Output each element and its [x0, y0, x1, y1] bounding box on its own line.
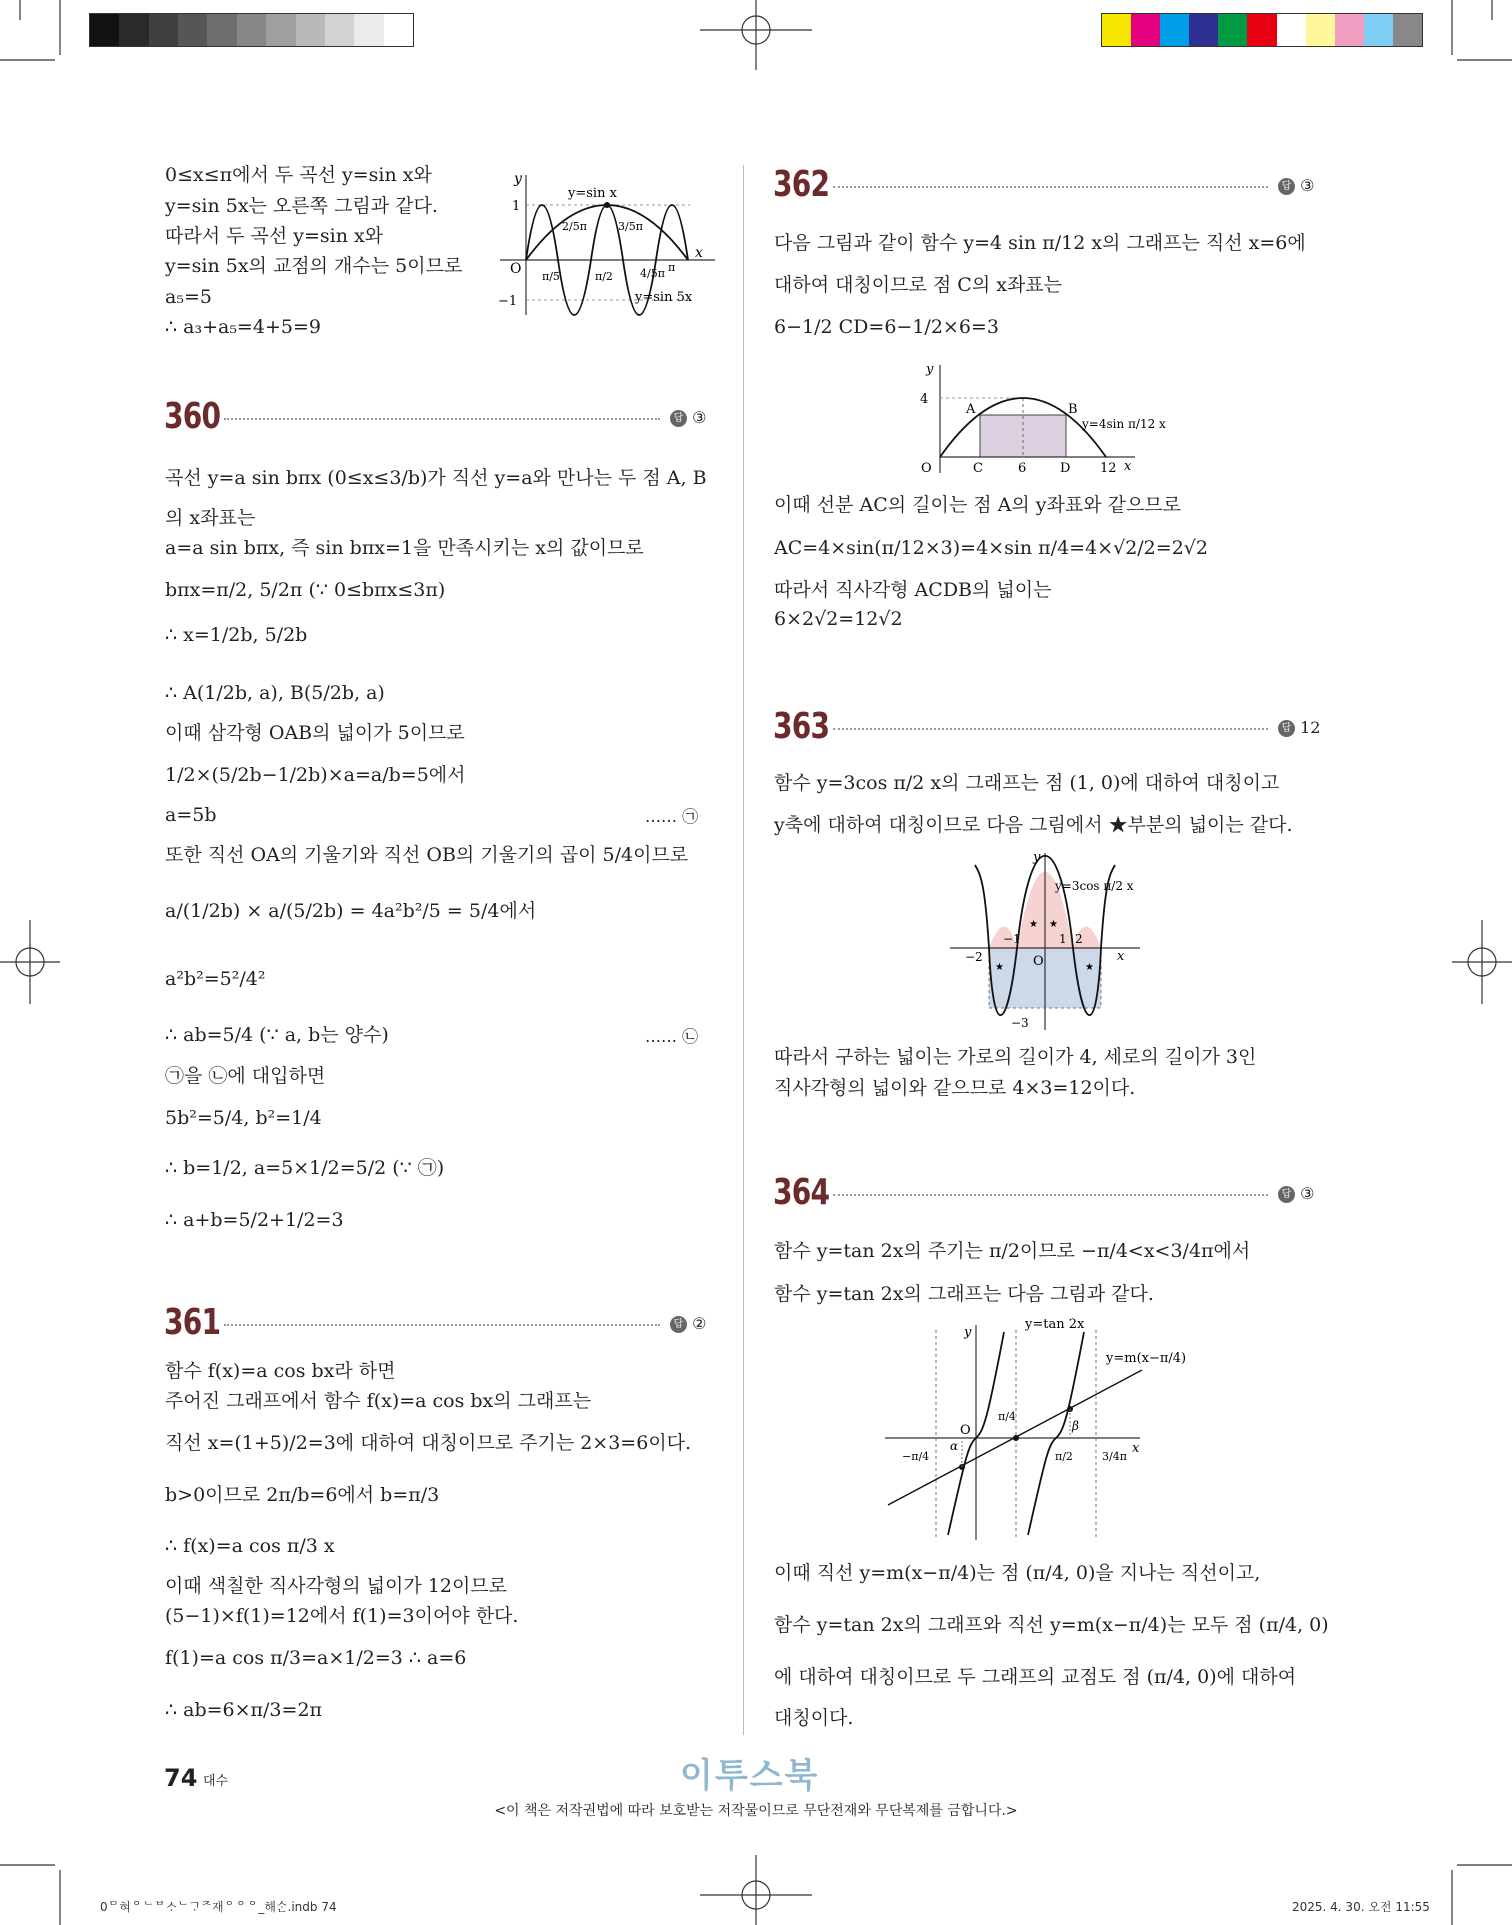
text-line: AC=4×sin(π/12×3)=4×sin π/4=4×√2/2=2√2 [774, 537, 1208, 559]
equation-marker: …… ㉠ [645, 807, 699, 826]
cos-symmetry-graph [945, 845, 1145, 1035]
tick-label: −1 [498, 294, 518, 309]
axis-label: x [1117, 949, 1125, 964]
tick-label: 1 [512, 199, 521, 214]
column-divider [743, 165, 744, 1735]
tick-label: −π/4 [902, 1450, 930, 1463]
text-line: y=sin 5x의 교점의 개수는 5이므로 [165, 255, 463, 277]
tick-label: 3/4π [1102, 1450, 1127, 1463]
text-line: ∴ ab=6×π/3=2π [165, 1699, 323, 1721]
problem-number: 362 [773, 164, 830, 205]
origin-label: O [1033, 954, 1044, 969]
axis-label: y [1033, 850, 1041, 865]
curve-label: y=tan 2x [1025, 1317, 1085, 1332]
problem-number: 364 [773, 1172, 830, 1213]
star-marker: ★ [995, 962, 1004, 973]
text-line: ∴ a+b=5/2+1/2=3 [165, 1209, 344, 1231]
text-line: 함수 y=tan 2x의 그래프는 다음 그림과 같다. [774, 1283, 1154, 1305]
axis-label: y [926, 362, 934, 377]
tick-label: −3 [1011, 1016, 1029, 1030]
curve-label: y=sin 5x [635, 290, 693, 305]
text-line: 곡선 y=a sin bπx (0≤x≤3/b)가 직선 y=a와 만나는 두 점 A, B [165, 467, 707, 489]
curve-label: y=3cos π/2 x [1055, 879, 1134, 893]
page-number: 74 [164, 1764, 198, 1792]
text-line: 따라서 직사각형 ACDB의 넓이는 [774, 579, 1052, 601]
file-info: 0ᄆ혀ᄋᄂᄇᄉᆞᄂᄀᆞᄌ재ᄋᄋᄋ_해ᄉᆞᆫ.indb 74 [100, 1900, 337, 1914]
answer-badge: 답 12 [1278, 718, 1320, 737]
text-line: 1/2×(5/2b−1/2b)×a=a/b=5에서 [165, 764, 466, 786]
point-label: D [1060, 461, 1071, 476]
text-line: b>0이므로 2π/b=6에서 b=π/3 [165, 1484, 440, 1506]
equation-marker: …… ㉡ [645, 1027, 699, 1046]
text-line: 이때 삼각형 OAB의 넓이가 5이므로 [165, 722, 465, 744]
curve-label: y=sin x [568, 186, 617, 201]
text-line: 5b²=5/4, b²=1/4 [165, 1107, 322, 1129]
curve-label: y=m(x−π/4) [1106, 1351, 1187, 1366]
tick-label: 4 [920, 392, 929, 407]
tick-label: 6 [1018, 461, 1027, 476]
text-line: ∴ b=1/2, a=5×1/2=5/2 (∵ ㉠) [165, 1157, 445, 1179]
tick-label: 4/5π [640, 267, 665, 280]
text-line: ∴ x=1/2b, 5/2b [165, 624, 308, 646]
tick-label: π/4 [998, 1410, 1016, 1423]
tick-label: π [668, 261, 676, 274]
text-line: 이때 선분 AC의 길이는 점 A의 y좌표와 같으므로 [774, 494, 1182, 516]
print-timestamp: 2025. 4. 30. 오전 11:55 [1292, 1900, 1430, 1914]
point-label: B [1068, 402, 1078, 417]
text-line: a=5b [165, 804, 217, 826]
text-line: 대하여 대칭이므로 점 C의 x좌표는 [774, 274, 1063, 296]
point-label: C [973, 461, 983, 476]
sin-rectangle-graph [910, 355, 1180, 480]
text-line: ∴ f(x)=a cos π/3 x [165, 1535, 335, 1557]
text-line: 함수 y=3cos π/2 x의 그래프는 점 (1, 0)에 대하여 대칭이고 [774, 772, 1280, 794]
star-marker: ★ [1085, 962, 1094, 973]
star-marker: ★ [1029, 919, 1038, 930]
text-line: 함수 y=tan 2x의 그래프와 직선 y=m(x−π/4)는 모두 점 (π/4, 0) [774, 1614, 1329, 1636]
problem-number: 360 [164, 396, 221, 437]
sin-graph [490, 165, 720, 320]
tick-label: −2 [965, 950, 983, 964]
text-line: ∴ ab=5/4 (∵ a, b는 양수) [165, 1024, 389, 1046]
answer-badge: 답 ② [670, 1314, 706, 1333]
text-line: ㉠을 ㉡에 대입하면 [165, 1065, 326, 1087]
text-line: ∴ A(1/2b, a), B(5/2b, a) [165, 682, 385, 704]
point-label: A [966, 402, 976, 417]
text-line: 따라서 구하는 넓이는 가로의 길이가 4, 세로의 길이가 3인 [774, 1046, 1257, 1068]
text-line: 주어진 그래프에서 함수 f(x)=a cos bx의 그래프는 [165, 1390, 592, 1412]
text-line: 대칭이다. [774, 1707, 854, 1729]
leader-dots [833, 186, 1268, 188]
copyright-notice: <이 책은 저작권법에 따라 보호받는 저작물이므로 무단전재와 무단복제를 금합니다.> [494, 1803, 1018, 1819]
text-line: bπx=π/2, 5/2π (∵ 0≤bπx≤3π) [165, 579, 446, 601]
origin-label: O [510, 261, 522, 277]
tick-label: 3/5π [618, 220, 643, 233]
text-line: a=a sin bπx, 즉 sin bπx=1을 만족시키는 x의 값이므로 [165, 537, 644, 559]
text-line: 6×2√2=12√2 [774, 608, 903, 630]
tick-label: 2 [1075, 932, 1083, 946]
leader-dots [224, 1324, 660, 1326]
text-line: 다음 그림과 같이 함수 y=4 sin π/12 x의 그래프는 직선 x=6에 [774, 232, 1306, 254]
text-line: 또한 직선 OA의 기울기와 직선 OB의 기울기의 곱이 5/4이므로 [165, 844, 689, 866]
axis-label: x [1132, 1441, 1140, 1456]
tick-label: π/5 [542, 270, 560, 283]
text-line: 6−1/2 CD=6−1/2×6=3 [774, 316, 999, 338]
text-line: 이때 직선 y=m(x−π/4)는 점 (π/4, 0)을 지나는 직선이고, [774, 1562, 1261, 1584]
axis-label: x [1124, 459, 1132, 474]
text-line: a²b²=5²/4² [165, 968, 266, 990]
tick-label: −1 [1003, 932, 1021, 946]
curve-label: y=4sin π/12 x [1082, 417, 1166, 431]
answer-badge: 답 ③ [1278, 1184, 1314, 1203]
problem-number: 361 [164, 1302, 221, 1343]
tick-label: π/2 [595, 270, 613, 283]
axis-label: x [695, 245, 703, 261]
text-line: f(1)=a cos π/3=a×1/2=3 ∴ a=6 [165, 1647, 467, 1669]
text-line: 함수 f(x)=a cos bx라 하면 [165, 1360, 396, 1382]
text-line: 에 대하여 대칭이므로 두 그래프의 교점도 점 (π/4, 0)에 대하여 [774, 1666, 1297, 1688]
leader-dots [833, 1194, 1268, 1196]
axis-label: y [964, 1325, 972, 1340]
tick-label: 12 [1100, 461, 1117, 476]
answer-badge: 답 ③ [670, 408, 706, 427]
problem-number: 363 [773, 706, 830, 747]
tick-label: 2/5π [562, 220, 587, 233]
gray-strip [89, 13, 414, 47]
tick-label: 1 [1059, 932, 1067, 946]
tick-label: π/2 [1055, 1450, 1073, 1463]
text-line: y=sin 5x는 오른쪽 그림과 같다. [165, 195, 438, 217]
brand-logo: 이투스북 [680, 1756, 820, 1796]
text-line: 함수 y=tan 2x의 주기는 π/2이므로 −π/4<x<3/4π에서 [774, 1240, 1251, 1262]
text-line: 0≤x≤π에서 두 곡선 y=sin x와 [165, 164, 432, 186]
text-line: 이때 색칠한 직사각형의 넓이가 12이므로 [165, 1575, 507, 1597]
angle-label: β [1072, 1419, 1079, 1433]
leader-dots [224, 418, 660, 420]
color-strip [1101, 13, 1423, 47]
origin-label: O [921, 461, 932, 476]
text-line: 의 x좌표는 [165, 507, 256, 529]
text-line: ∴ a₃+a₅=4+5=9 [165, 316, 321, 338]
text-line: (5−1)×f(1)=12에서 f(1)=3이어야 한다. [165, 1605, 519, 1627]
text-line: 직선 x=(1+5)/2=3에 대하여 대칭이므로 주기는 2×3=6이다. [165, 1432, 692, 1454]
tan-graph [880, 1310, 1187, 1545]
text-line: 직사각형의 넓이와 같으므로 4×3=12이다. [774, 1077, 1136, 1099]
text-line: a/(1/2b) × a/(5/2b) = 4a²b²/5 = 5/4에서 [165, 900, 537, 922]
section-label: 대수 [203, 1774, 229, 1789]
axis-label: y [514, 171, 522, 187]
text-line: y축에 대하여 대칭이므로 다음 그림에서 ★부분의 넓이는 같다. [774, 814, 1293, 836]
origin-label: O [960, 1423, 971, 1438]
text-line: 따라서 두 곡선 y=sin x와 [165, 225, 384, 247]
angle-label: α [950, 1439, 959, 1453]
leader-dots [833, 728, 1268, 730]
star-marker: ★ [1049, 919, 1058, 930]
text-line: a₅=5 [165, 286, 212, 308]
answer-badge: 답 ③ [1278, 176, 1314, 195]
